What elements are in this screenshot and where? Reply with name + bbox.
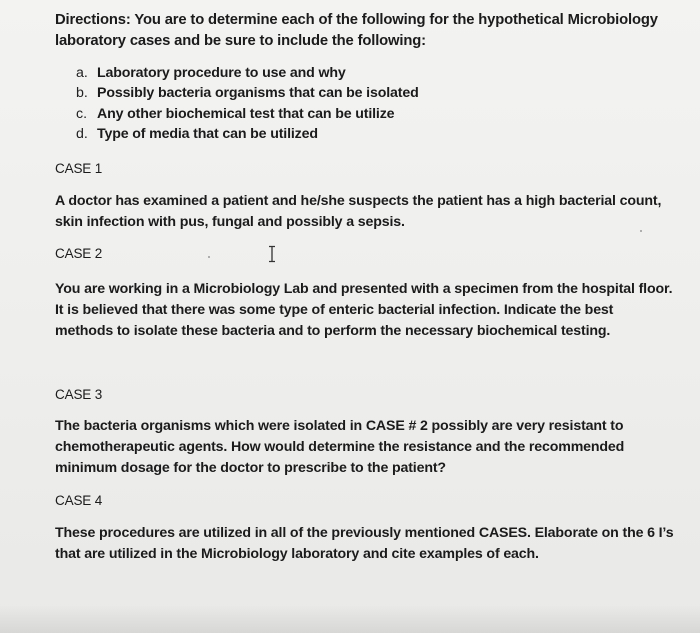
case-4-line-1: These procedures are utilized in all of the previously mentioned CASES. Elaborate on the 6 I’s: [55, 525, 674, 541]
list-marker-b: b.: [76, 85, 88, 101]
directions-line-1: Directions: You are to determine each of the following for the hypothetical Microbiology: [55, 12, 658, 28]
photo-edge-shadow: [0, 605, 700, 633]
list-marker-d: d.: [76, 126, 88, 142]
case-3-heading: CASE 3: [55, 387, 103, 402]
case-3-line-3: minimum dosage for the doctor to prescribe to the patient?: [55, 460, 446, 476]
text-cursor-icon: [265, 245, 279, 263]
list-item-a: Laboratory procedure to use and why: [97, 65, 346, 81]
case-4-line-2: that are utilized in the Microbiology laboratory and cite examples of each.: [55, 546, 539, 562]
paper-speck: [208, 256, 210, 258]
list-item-b: Possibly bacteria organisms that can be isolated: [97, 85, 419, 101]
list-marker-a: a.: [76, 65, 88, 81]
case-2-line-2: It is believed that there was some type of enteric bacterial infection. Indicate the best: [55, 302, 614, 318]
case-1-line-2: skin infection with pus, fungal and possibly a sepsis.: [55, 214, 405, 230]
list-item-c: Any other biochemical test that can be utilize: [97, 106, 395, 122]
case-1-line-1: A doctor has examined a patient and he/she suspects the patient has a high bacterial count,: [55, 193, 662, 209]
case-3-line-2: chemotherapeutic agents. How would determine the resistance and the recommended: [55, 439, 625, 455]
list-marker-c: c.: [76, 106, 88, 122]
directions-line-2: laboratory cases and be sure to include the following:: [55, 33, 426, 49]
case-2-line-3: methods to isolate these bacteria and to perform the necessary biochemical testing.: [55, 323, 611, 339]
case-2-line-1: You are working in a Microbiology Lab and presented with a specimen from the hospital floor.: [55, 281, 673, 297]
case-2-heading: CASE 2: [55, 246, 103, 261]
list-item-d: Type of media that can be utilized: [97, 126, 318, 142]
case-1-heading: CASE 1: [55, 161, 103, 176]
case-3-line-1: The bacteria organisms which were isolated in CASE # 2 possibly are very resistant to: [55, 418, 624, 434]
case-4-heading: CASE 4: [55, 493, 103, 508]
paper-speck: [640, 230, 642, 232]
